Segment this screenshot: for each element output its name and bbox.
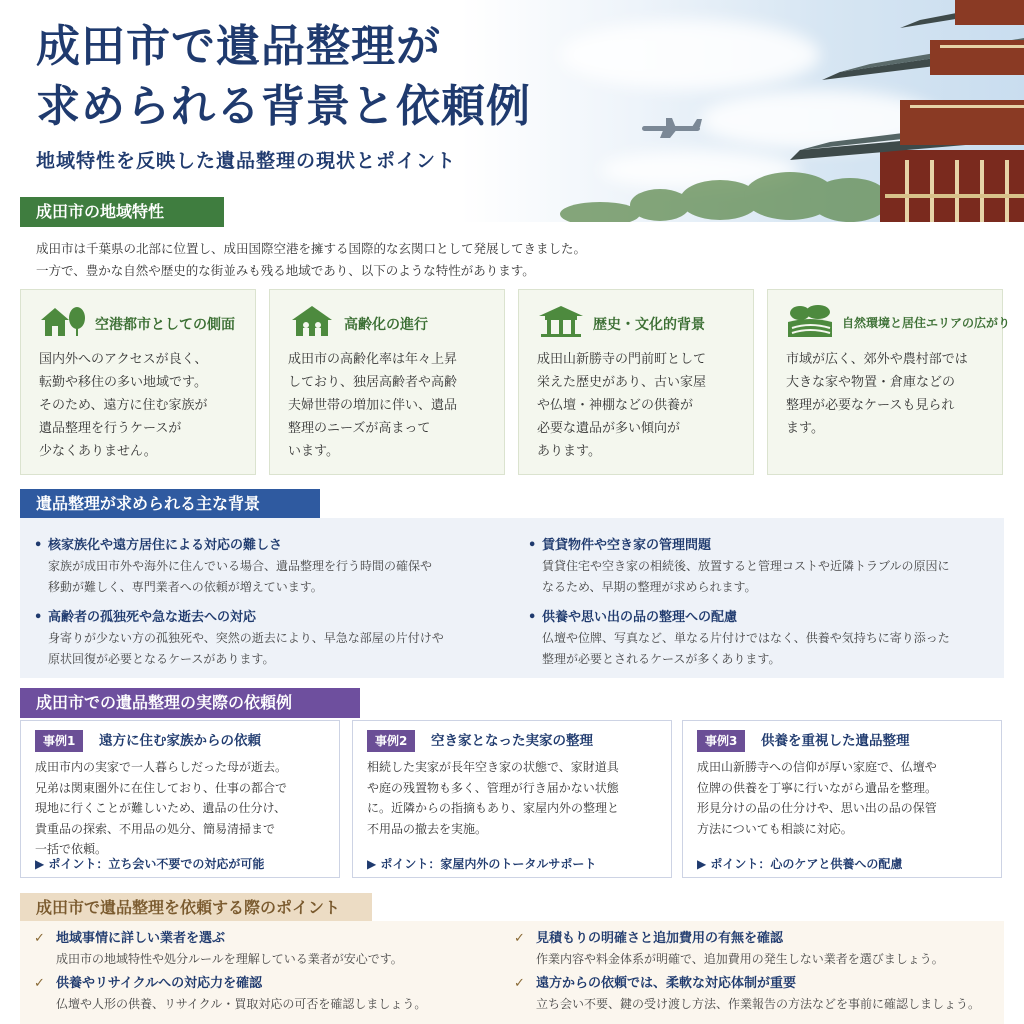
text-line: 整理が必要なケースも見られ: [786, 398, 955, 413]
tip-item: [514, 929, 984, 969]
trait-card-title: 空港都市としての側面: [95, 317, 235, 333]
background-item: [34, 608, 494, 670]
tip-title: 見積もりの明確さと追加費用の有無を確認: [536, 931, 784, 946]
tip-title: 地域事情に詳しい業者を選ぶ: [56, 931, 226, 946]
check-icon: ✓: [514, 976, 525, 991]
text-line: 市域が広く、郊外や農村部では: [786, 352, 968, 367]
bullet-icon: •: [528, 610, 537, 625]
trait-card: [767, 289, 1011, 475]
case-tag: 事例1: [35, 730, 83, 752]
text-line: います。: [288, 444, 339, 459]
background-item-text: [528, 628, 988, 670]
case-card: [352, 720, 672, 878]
text-line: 仏壇や位牌、写真など、単なる片付けではなく、供養や気持ちに寄り添った: [542, 631, 950, 645]
check-icon: ✓: [34, 931, 45, 946]
case-tag: 事例3: [697, 730, 745, 752]
regional-trait-cards: [20, 289, 1011, 475]
background-item-text: [34, 556, 494, 598]
intro-text: [36, 238, 586, 282]
trait-card-body: [288, 348, 494, 463]
tip-text: 立ち会い不要、鍵の受け渡し方法、作業報告の方法などを事前に確認しましょう。: [536, 997, 981, 1011]
page-title-line2: 求められる背景と依頼例: [36, 81, 531, 132]
text-line: 移動が難しく、専門業者への依頼が増えています。: [48, 580, 323, 594]
section-heading-regional-traits: 成田市の地域特性: [20, 197, 224, 227]
case-body: [367, 757, 663, 839]
trait-card: [269, 289, 505, 475]
section-heading-case-examples: 成田市での遺品整理の実際の依頼例: [20, 688, 360, 718]
check-icon: ✓: [514, 931, 525, 946]
temple-icon: [537, 304, 585, 338]
case-title: 供養を重視した遺品整理: [761, 733, 910, 749]
background-panel: [20, 518, 1004, 678]
trait-card-body: [537, 348, 743, 463]
text-line: や庭の残置物も多く、管理が行き届かない状態: [367, 780, 619, 795]
intro-line: 成田市は千葉県の北部に位置し、成田国際空港を擁する国際的な玄関口として発展してきました。: [36, 241, 587, 256]
tips-panel: [20, 921, 1004, 1024]
text-line: 整理のニーズが高まって: [288, 421, 431, 436]
house-tree-icon: [39, 304, 87, 338]
text-line: や仏壇・神棚などの供養が: [537, 398, 694, 413]
fields-icon: [786, 304, 834, 338]
tip-text: 成田市の地域特性や処分ルールを理解している業者が安心です。: [56, 952, 403, 966]
text-line: 貴重品の探索、不用品の処分、簡易清掃まで: [35, 821, 276, 836]
text-line: ます。: [786, 421, 824, 436]
text-line: そのため、遠方に住む家族が: [39, 398, 208, 413]
check-icon: ✓: [34, 976, 45, 991]
text-line: 遺品整理を行うケースが: [39, 421, 182, 436]
background-item-text: [528, 556, 988, 598]
text-line: しており、独居高齢者や高齢: [288, 375, 458, 390]
case-body: [697, 757, 993, 839]
trait-card-title: 歴史・文化的背景: [593, 317, 705, 333]
family-house-icon: [288, 304, 336, 338]
text-line: 賃貸住宅や空き家の相続後、放置すると管理コストや近隣トラブルの原因に: [542, 559, 950, 573]
trait-card: [518, 289, 754, 475]
text-line: 身寄りが少ない方の孤独死や、突然の逝去により、早急な部屋の片付けや: [48, 631, 444, 645]
text-line: 成田市の高齢化率は年々上昇: [288, 352, 458, 367]
tip-title: 遠方からの依頼では、柔軟な対応体制が重要: [536, 976, 797, 991]
section-heading-request-tips: 成田市で遺品整理を依頼する際のポイント: [20, 893, 372, 923]
tip-text: 仏壇や人形の供養、リサイクル・買取対応の可否を確認しましょう。: [56, 997, 427, 1011]
case-card: [20, 720, 340, 878]
tip-title: 供養やリサイクルへの対応力を確認: [56, 976, 263, 991]
background-item: [528, 536, 988, 598]
text-line: 整理が必要とされるケースが多くあります。: [542, 652, 781, 666]
text-line: 不用品の撤去を実施。: [367, 821, 488, 836]
text-line: 成田山新勝寺への信仰が厚い家庭で、仏壇や: [697, 760, 937, 774]
trait-card-body: [39, 348, 245, 463]
text-line: 位牌の供養を丁寧に行いながら遺品を整理。: [697, 780, 938, 795]
text-line: 家族が成田市外や海外に住んでいる場合、遺品整理を行う時間の確保や: [48, 559, 433, 573]
section-heading-main-background: 遺品整理が求められる主な背景: [20, 489, 320, 519]
background-item-title: 供養や思い出の品の整理への配慮: [542, 610, 738, 625]
trait-card-body: [786, 348, 992, 440]
tip-item: [514, 974, 984, 1014]
trait-card-title: 自然環境と居住エリアの広がり: [842, 316, 1011, 330]
bullet-icon: •: [528, 538, 537, 553]
case-point: ▶ ポイント：心のケアと供養への配慮: [697, 857, 903, 871]
case-card: [682, 720, 1002, 878]
text-line: 少なくありません。: [39, 444, 157, 459]
background-item-title: 核家族化や遠方居住による対応の難しさ: [48, 538, 283, 553]
case-point: ▶ ポイント：立ち会い不要での対応が可能: [35, 857, 265, 871]
case-title: 空き家となった実家の整理: [431, 733, 593, 749]
text-line: 大きな家や物置・倉庫などの: [786, 375, 956, 390]
text-line: 必要な遺品が多い傾向が: [537, 421, 681, 436]
case-point: ▶ ポイント：家屋内外のトータルサポート: [367, 857, 597, 871]
text-line: 原状回復が必要となるケースがあります。: [48, 652, 275, 666]
trait-card-title: 高齢化の進行: [344, 317, 428, 333]
trait-card: [20, 289, 256, 475]
intro-line: 一方で、豊かな自然や歴史的な街並みも残る地域であり、以下のような特性があります。: [36, 263, 535, 278]
text-line: 成田市内の実家で一人暮らしだった母が逝去。: [35, 760, 288, 774]
text-line: 現地に行くことが難しいため、遺品の仕分け、: [35, 801, 287, 815]
bullet-icon: •: [34, 538, 43, 553]
text-line: 形見分けの品の仕分けや、思い出の品の保管: [697, 801, 937, 815]
tip-text: 作業内容や料金体系が明確で、追加費用の発生しない業者を選びましょう。: [536, 952, 944, 966]
background-item: [34, 536, 494, 598]
text-line: 方法についても相談に対応。: [697, 821, 853, 836]
background-item-title: 賃貸物件や空き家の管理問題: [542, 538, 712, 553]
case-tag: 事例2: [367, 730, 415, 752]
page-title-line1: 成田市で遺品整理が: [36, 21, 441, 72]
case-title: 遠方に住む家族からの依頼: [99, 733, 261, 749]
text-line: 国内外へのアクセスが良く、: [39, 352, 208, 367]
hero-banner: [0, 0, 1024, 222]
background-item: [528, 608, 988, 670]
case-body: [35, 757, 331, 860]
airplane-icon: [642, 118, 702, 138]
text-line: なるため、早期の整理が求められます。: [542, 580, 757, 594]
text-line: 夫婦世帯の増加に伴い、遺品: [288, 398, 458, 413]
text-line: 兄弟は関東圏外に在住しており、仕事の都合で: [35, 780, 288, 795]
text-line: 転勤や移住の多い地域です。: [39, 375, 207, 390]
text-line: 相続した実家が長年空き家の状態で、家財道具: [367, 760, 619, 774]
background-item-title: 高齢者の孤独死や急な逝去への対応: [48, 610, 257, 625]
text-line: あります。: [537, 444, 601, 459]
text-line: 成田山新勝寺の門前町として: [537, 352, 707, 367]
tip-item: [34, 974, 504, 1014]
bullet-icon: •: [34, 610, 43, 625]
tip-item: [34, 929, 504, 969]
text-line: 一括で依頼。: [35, 842, 108, 856]
page-subtitle: 地域特性を反映した遺品整理の現状とポイント: [36, 150, 457, 172]
text-line: に。近隣からの指摘もあり、家屋内外の整理と: [367, 801, 620, 815]
background-item-text: [34, 628, 494, 670]
text-line: 栄えた歴史があり、古い家屋: [537, 375, 707, 390]
